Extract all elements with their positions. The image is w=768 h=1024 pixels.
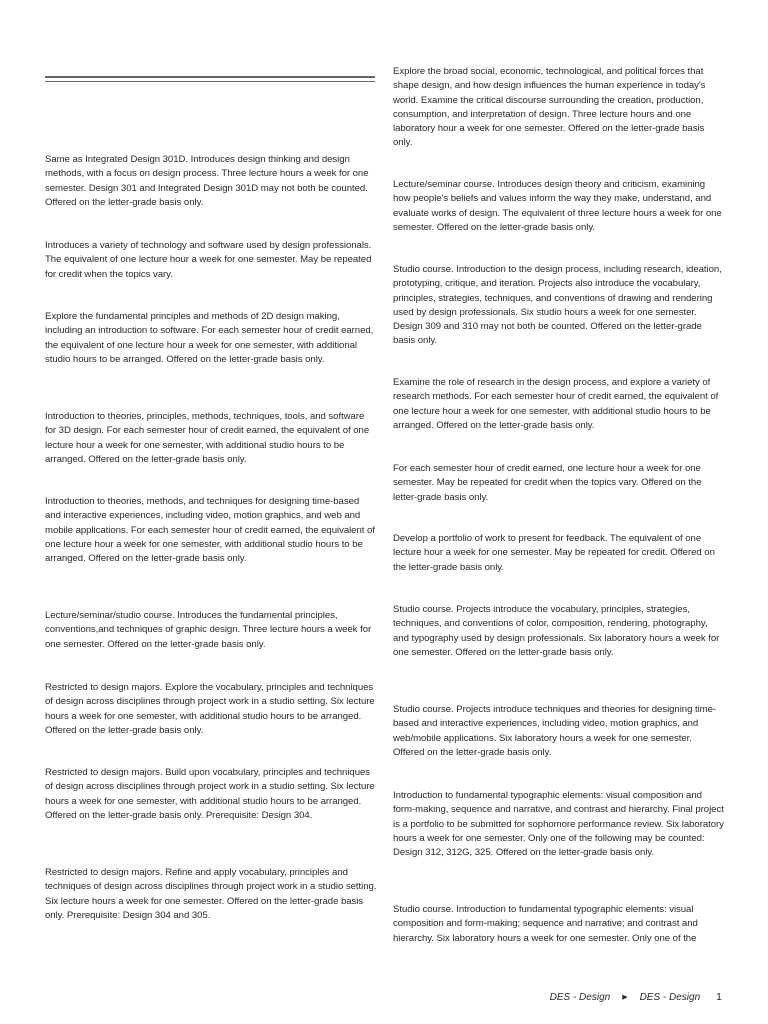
footer-crumb-current: DES - Design bbox=[639, 991, 701, 1003]
course-description: Studio course. Projects introduce techniques and theories for designing time-based and interactive experiences, including video, motion graphics, and web/mobile applications. Six laboratory hours a week for one semester. Offered on the letter-grade basis only. bbox=[393, 704, 717, 758]
footer-crumb-section: DES - Design bbox=[549, 991, 611, 1003]
page-footer bbox=[550, 991, 722, 1003]
course-description: Explore the broad social, economic, technological, and political forces that shape design, and how design influences the human experience in today's world. Examine the critical discourse surrounding the creation, production, consumption, and interpretation of design. Three lecture hours and one laboratory hour a week for one semester. Offered on the letter-grade basis only. bbox=[393, 66, 706, 149]
header-rule bbox=[45, 76, 375, 82]
course-description: Introduction to fundamental typographic elements: visual composition and form-making, sequence and narrative, and contrast and hierarchy. Final project is a portfolio to be submitted for sophomore performance review. Six laboratory hours a week for one semester. Only one of the following may be counted: Design 312, 312G, 325. Offered on the letter-grade basis only. bbox=[393, 790, 724, 859]
course-description: Introduction to theories, methods, and techniques for designing time-based and interactive experiences, including video, motion graphics, and web and mobile applications. For each semester hour of credit earned, the equivalent of one lecture hour a week for one semester, with additional studio hours to be arranged. Offered on the letter-grade basis only. bbox=[45, 496, 375, 565]
course-description: Develop a portfolio of work to present for feedback. The equivalent of one lecture hour a week for one semester. May be repeated for credit. Offered on the letter-grade basis only. bbox=[393, 533, 715, 573]
course-description: Lecture/seminar/studio course. Introduces the fundamental principles, conventions,and techniques of graphic design. Three lecture hours a week for one semester. Offered on the letter-grade basis only. bbox=[45, 610, 372, 650]
course-description: Introduces a variety of technology and software used by design professionals. The equivalent of one lecture hour a week for one semester. May be repeated for credit when the topics vary. bbox=[45, 240, 372, 280]
course-description: Restricted to design majors. Explore the vocabulary, principles and techniques of design across disciplines through project work in a studio setting. Six lecture hours a week for one semester, with additional studio hours to be arranged. Offered on the letter-grade basis only. bbox=[45, 682, 375, 736]
page-number: 1 bbox=[716, 991, 722, 1003]
course-description: Same as Integrated Design 301D. Introduces design thinking and design methods, with a focus on design process. Three lecture hours a week for one semester. Design 301 and Integrated Design 301D may not both be counted. Offered on the letter-grade basis only. bbox=[45, 154, 369, 208]
triangle-right-icon: ▶ bbox=[622, 994, 628, 1001]
course-description: Restricted to design majors. Refine and apply vocabulary, principles and techniques of design across disciplines through project work in a studio setting. Six lecture hours a week for one semester. Offered on the letter-grade basis only. Prerequisite: Design 304 and 305. bbox=[45, 867, 377, 921]
course-description: Introduction to theories, principles, methods, techniques, tools, and software for 3D design. For each semester hour of credit earned, the equivalent of one lecture hour a week for one semester, with additional studio hours to be arranged. Offered on the letter-grade basis only. bbox=[45, 411, 370, 465]
course-description: Explore the fundamental principles and methods of 2D design making, including an introduction to software. For each semester hour of credit earned, the equivalent of one lecture hour a week for one semester, with additional studio hours to be arranged. Offered on the letter-grade basis only. bbox=[45, 311, 374, 365]
course-description: Studio course. Introduction to fundamental typographic elements: visual composition and form-making; sequence and narrative; and contrast and hierarchy. Six laboratory hours a week for one semester. Only one of the bbox=[393, 904, 698, 944]
course-description: Studio course. Introduction to the design process, including research, ideation, prototyping, critique, and iteration. Projects also introduce the vocabulary, principles, strategies, techniques, and conventions of drawing and rendering used by design professionals. Six studio hours a week for one semester. Design 309 and 310 may not both be counted. Offered on the letter-grade basis only. bbox=[393, 264, 722, 347]
course-description: For each semester hour of credit earned, one lecture hour a week for one semester. May be repeated for credit when the topics vary. Offered on the letter-grade basis only. bbox=[393, 463, 702, 503]
course-description: Studio course. Projects introduce the vocabulary, principles, strategies, techniques, and conventions of color, composition, rendering, photography, and typography used by design professionals. Six laboratory hours a week for one semester. Offered on the letter-grade basis only. bbox=[393, 604, 720, 658]
course-description: Lecture/seminar course. Introduces design theory and criticism, examining how people's beliefs and values inform the way they make, understand, and evaluate works of design. The equivalent of three lecture hours a week for one semester. Offered on the letter-grade basis only. bbox=[393, 179, 722, 233]
course-description: Restricted to design majors. Build upon vocabulary, principles and techniques of design across disciplines through project work in a studio setting. Six lecture hours a week for one semester, with additional studio hours to be arranged. Offered on the letter-grade basis only. Prerequisite: Design 304. bbox=[45, 767, 375, 821]
course-description: Examine the role of research in the design process, and explore a variety of research methods. For each semester hour of credit earned, the equivalent of one lecture hour a week for one semester, with additional studio hours to be arranged. Offered on the letter-grade basis only. bbox=[393, 377, 719, 431]
